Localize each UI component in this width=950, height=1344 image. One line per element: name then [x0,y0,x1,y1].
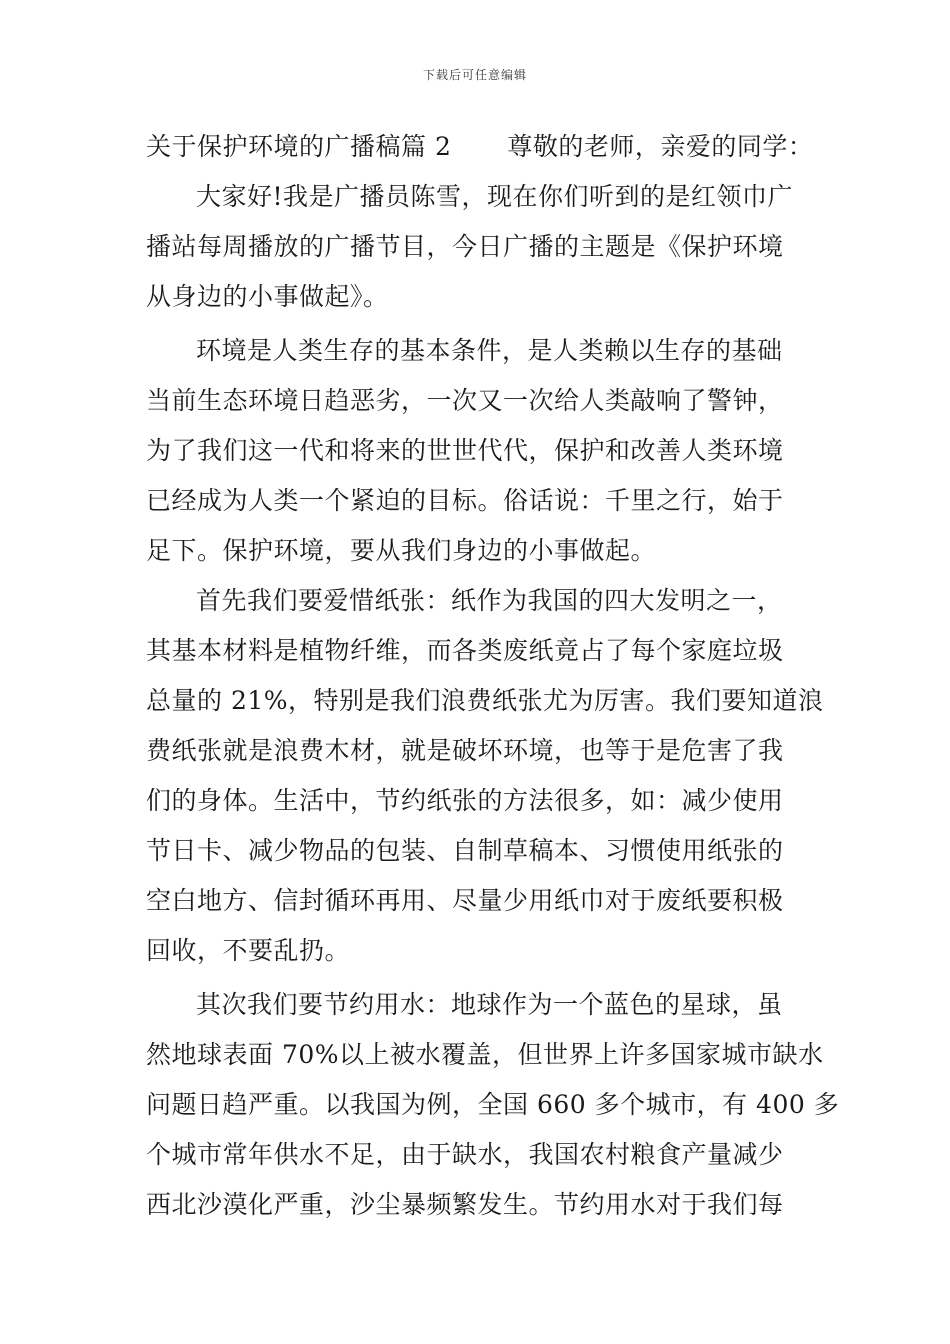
text-line: 们的身体。生活中，节约纸张的方法很多，如：减少使用 [146,786,784,815]
text-line: 总量的 21%，特别是我们浪费纸张尤为厉害。我们要知道浪 [146,686,824,715]
text-line: 回收，不要乱扔。 [146,936,351,965]
text-line: 首先我们要爱惜纸张：纸作为我国的四大发明之一， [196,586,783,615]
text-line: 费纸张就是浪费木材，就是破坏环境，也等于是危害了我 [146,736,784,765]
text-line: 节日卡、减少物品的包装、自制草稿本、习惯使用纸张的 [146,836,784,865]
text-line: 当前生态环境日趋恶劣，一次又一次给人类敲响了警钟， [146,386,784,415]
document-body [146,122,840,1230]
text-line: 西北沙漠化严重，沙尘暴频繁发生。节约用水对于我们每 [146,1190,784,1219]
text-line: 播站每周播放的广播节目，今日广播的主题是《保护环境 [146,232,784,261]
text-line: 从身边的小事做起》。 [146,282,389,311]
text-line: 其次我们要节约用水：地球作为一个蓝色的星球，虽 [196,990,783,1019]
text-line: 环境是人类生存的基本条件，是人类赖以生存的基础 [196,336,783,365]
text-line: 个城市常年供水不足，由于缺水，我国农村粮食产量减少 [146,1140,784,1169]
document-title: 关于保护环境的广播稿篇 2 [146,132,452,161]
text-line: 空白地方、信封循环再用、尽量少用纸巾对于废纸要积极 [146,886,784,915]
text-line: 其基本材料是植物纤维，而各类废纸竟占了每个家庭垃圾 [146,636,784,665]
header-note: 下载后可任意编辑 [422,68,527,82]
text-line: 已经成为人类一个紧迫的目标。俗话说：千里之行，始于 [146,486,784,515]
text-line: 为了我们这一代和将来的世世代代，保护和改善人类环境 [146,436,784,465]
text-line: 问题日趋严重。以我国为例，全国 660 多个城市，有 400 多 [146,1090,840,1119]
text-line: 足下。保护环境，要从我们身边的小事做起。 [146,536,657,565]
text-line: 然地球表面 70%以上被水覆盖，但世界上许多国家城市缺水 [146,1040,824,1069]
text-line: 大家好!我是广播员陈雪，现在你们听到的是红领巾广 [196,182,794,211]
greeting: 尊敬的老师，亲爱的同学： [507,132,814,161]
title-line [146,122,814,172]
